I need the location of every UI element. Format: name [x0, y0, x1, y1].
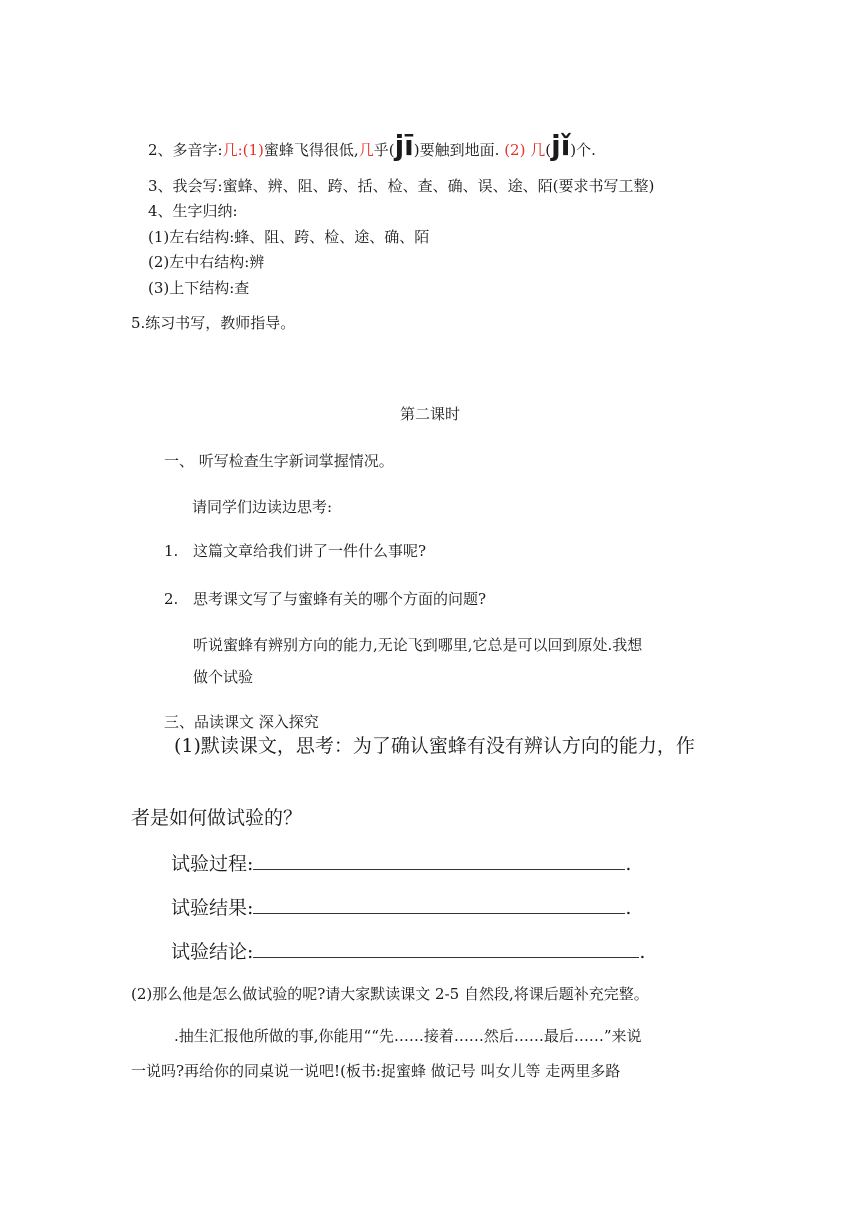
reading-task: (1)默读课文，思考：为了确认蜜蜂有没有辨认方向的能力，作 — [174, 735, 695, 757]
practice-item: 5.练习书写，教师指导。 — [131, 314, 296, 332]
structure-item: (2)左中右结构:辨 — [148, 253, 265, 271]
instruction-text: (2)那么他是怎么做试验的呢?请大家默读课文 2-5 自然段,将课后题补充完整。 — [131, 985, 649, 1003]
fill-label: 试验结论: — [171, 941, 254, 963]
period: . — [625, 853, 632, 875]
reading-task: 者是如何做试验的？ — [131, 807, 303, 829]
answer-text: 听说蜜蜂有辨别方向的能力,无论飞到哪里,它总是可以回到原处.我想 — [193, 636, 643, 654]
highlight-text: (2) — [504, 141, 526, 159]
blank-field[interactable] — [253, 855, 625, 870]
answer-text: 做个试验 — [193, 668, 254, 686]
period: . — [639, 941, 646, 963]
period: . — [625, 897, 632, 919]
question-text: 思考课文写了与蜜蜂有关的哪个方面的问题? — [193, 590, 487, 608]
fill-label: 试验过程: — [171, 853, 254, 875]
lesson-title: 第二课时 — [399, 405, 460, 423]
sentence-text: )个. — [570, 141, 596, 159]
blank-field[interactable] — [253, 943, 639, 958]
highlight-text: 几:(1) — [222, 141, 264, 159]
write-list: 3、我会写:蜜蜂、辨、阻、跨、括、检、查、确、误、途、陌(要求书写工整) — [148, 177, 655, 195]
instruction-text: 一说吗?再给你的同桌说一说吧!(板书:捉蜜蜂 做记号 叫女儿等 走两里多路 — [131, 1062, 621, 1080]
highlight-text: 几 — [530, 141, 546, 159]
highlight-text: 几 — [358, 141, 374, 159]
sentence-text: 蜜蜂飞得很低, — [263, 141, 359, 159]
structure-item: (1)左右结构:蜂、阻、跨、检、途、确、陌 — [148, 228, 430, 246]
fill-line — [171, 938, 645, 966]
fill-label: 试验结果: — [171, 897, 254, 919]
fill-line — [171, 894, 631, 922]
sentence-text: ( — [545, 141, 552, 159]
sentence-text: 乎( — [373, 141, 395, 159]
section-heading: 一、 听写检查生字新词掌握情况。 — [164, 452, 394, 470]
prompt-text: 请同学们边读边思考: — [192, 498, 333, 516]
question-number: 1. — [164, 542, 179, 560]
instruction-text: .抽生汇报他所做的事,你能用““先……接着……然后……最后……”来说 — [174, 1027, 642, 1045]
blank-field[interactable] — [253, 899, 625, 914]
section-heading: 三、品读课文 深入探究 — [164, 713, 319, 731]
pinyin-text: jǐ — [551, 129, 571, 162]
sentence-text: )要触到地面. — [413, 141, 500, 159]
fill-line — [171, 850, 631, 878]
summary-heading: 4、生字归纳: — [148, 202, 238, 220]
polyphone-line — [148, 129, 596, 162]
structure-item: (3)上下结构:查 — [148, 279, 250, 297]
item-label: 2、多音字: — [148, 141, 223, 159]
pinyin-text: jī — [394, 129, 414, 162]
question-number: 2. — [164, 590, 179, 608]
question-text: 这篇文章给我们讲了一件什么事呢? — [193, 542, 427, 560]
